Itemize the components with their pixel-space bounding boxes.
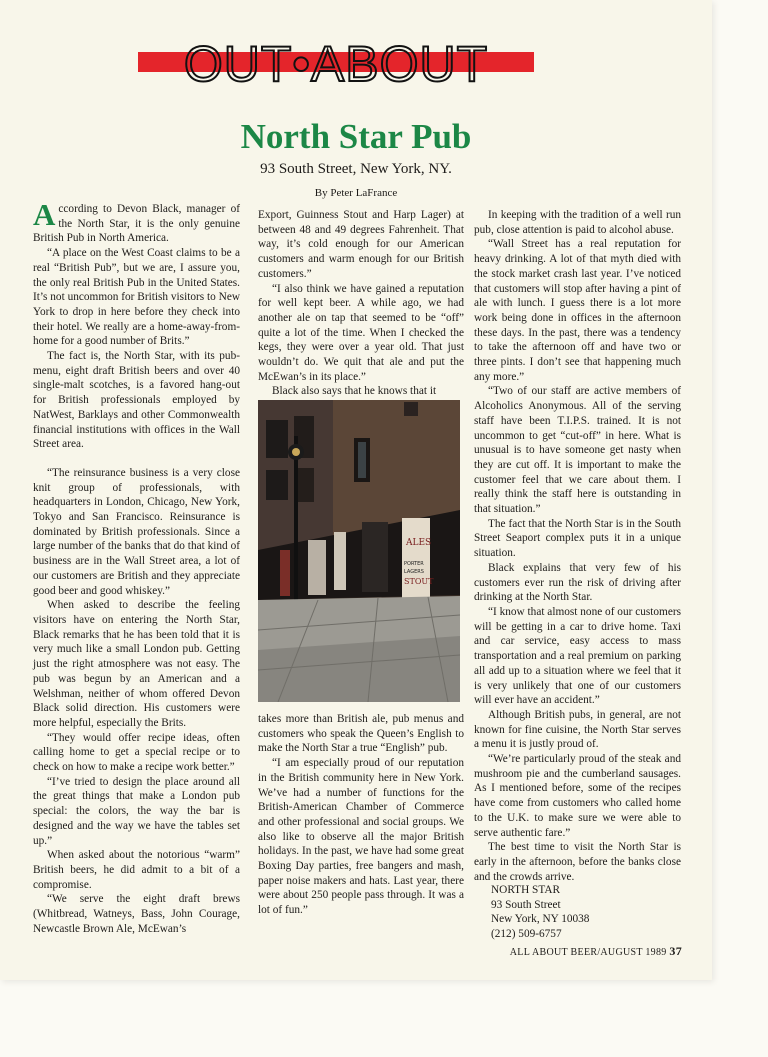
paragraph: “I am especially proud of our reputation in the British community here in New York. We’ve had a number of functions for the British-American Chamber of Commerce and other professional and social groups. We also like to observe all the major British holidays. In the past, we have had some great Boxing Day parties, free bangers and mash, paper noise makers and hats. Last year, there were about 250 people pass through. It was a lot of fun.” [258,757,464,917]
svg-text:LAGERS: LAGERS [404,569,424,575]
paragraph: When asked about the notorious “warm” British beers, he did admit to a bit of a compromise. [33,849,240,891]
contact-street: 93 South Street [491,898,561,911]
sign-porter-text: PORTER [404,561,424,567]
paragraph: “They would offer recipe ideas, often calling home to get a special recipe or to check on how to make a recipe work better.” [33,731,240,774]
paragraph: “We serve the eight draft brews (Whitbread, Watneys, Bass, John Courage, Newcastle Brown Ale, McEwan’s [33,893,240,935]
contact-phone: (212) 509-6757 [491,928,562,941]
page-number: 37 [669,944,682,958]
paragraph: When asked to describe the feeling visitors have on entering the North Star, Black remarks that he has been told that it is very much like a small London pub. Getting just the right atmosphere was not easy. The pub was begun by an American and a Welshman, neither of whom offered Devon Black solid direction. His customers were more helpful, especially the Brits. [33,599,240,729]
sign-ales-text: ALES [406,538,432,548]
paragraph-text: ccording to Devon Black, manager of the North Star, it is the only genuine British Pub in North America. [33,203,240,245]
drop-cap: A [33,197,56,232]
paragraph: “The reinsurance business is a very close knit group of professionals, with headquarters in London, Chicago, New York, Tokyo and San Francisco. Reinsurance is dominated by British professionals. Since a large number of the banks that do that kind of business are in the Wall Street area, a lot of our customers are British and they appreciate good beer and good whiskey.” [33,466,240,597]
article-byline: By Peter LaFrance [314,187,398,199]
paragraph: “A place on the West Coast claims to be a real “British Pub”, but we are, I assure you, the only real British Pub in the United States. It’s not uncommon for British visitors to New York to drop in here before they check into their hotel. We really are a home-away-from-home for a good number of Brits.” [33,247,240,348]
paragraph: “We’re particularly proud of the steak and mushroom pie and the cumberland sausages. As I mentioned before, some of the recipes have come from customers who called home to the U.K. to make sure we were able to serve authentic fare.” [474,753,681,839]
article-column-3 [474,208,681,884]
page-footer [462,944,682,960]
masthead-title: OUT•ABOUT [183,36,489,92]
article-title: North Star Pub [240,117,472,156]
footer-issue: ALL ABOUT BEER/AUGUST 1989 [509,947,667,958]
paragraph: In keeping with the tradition of a well run pub, close attention is paid to alcohol abuse. [474,209,681,236]
article-column-1 [33,197,240,936]
paragraph [33,197,240,246]
paragraph: “Wall Street has a real reputation for heavy drinking. A lot of that myth died with the stock market crash last year. I’ve noticed that customers will stop after having a pint of ale with lunch. I guess there is a lot more work being done in offices in the afternoon these days. In the past, there was a tendency to take the afternoon off and have two or three pints. I don’t see that happening much any more.” [474,238,681,383]
pub-photo-illustration [258,400,460,702]
paragraph: The best time to visit the North Star is early in the afternoon, before the banks close and the crowds arrive. [474,841,681,883]
section-masthead [138,32,550,96]
article-column-2-top [258,208,464,399]
paragraph: takes more than British ale, pub menus and customers who speak the Queen’s English to make the North Star a true “English” pub. [258,713,464,755]
paragraph: Black explains that very few of his customers ever run the risk of driving after drinking at the North Star. [474,561,681,604]
paragraph: Although British pubs, in general, are not known for fine cuisine, the North Star serves a menu it is justly proud of. [474,708,681,751]
contact-name: NORTH STAR [491,884,561,896]
paragraph-gap [33,452,240,466]
paragraph: Black also says that he knows that it [272,385,437,398]
paragraph: The fact that the North Star is in the South Street Seaport complex puts it in a unique situation. [474,517,681,560]
article-address: 93 South Street, New York, NY. [260,161,452,177]
paragraph: “I also think we have gained a reputation for well kept beer. A while ago, we had another ale on tap that seemed to be “off” quite a lot of the time. When I checked the kegs, they were over a year old. That just wouldn’t do. We quit that ale and put the McEwan’s in its place.” [258,282,464,383]
article-column-2-bottom [258,712,464,918]
svg-text:STOUT: STOUT [404,577,434,586]
paragraph: Export, Guinness Stout and Harp Lager) at between 48 and 49 degrees Fahrenheit. That way, it’s cold enough for our American customers and warm enough for our British customers.” [258,209,464,280]
paragraph: “Two of our staff are active members of Alcoholics Anonymous. All of the serving staff have been T.I.P.S. trained. It is not uncommon to get “cut-off” in here. What is unusual is to have someone get nasty when they are cut off. It is important to make the customer feel that we care about them. I really think the staff here is outstanding in that situation.” [474,385,681,516]
pub-exterior-photo [258,400,460,702]
paragraph: The fact is, the North Star, with its pub-menu, eight draft British beers and over 40 single-malt scotches, is a favored hang-out for British professionals employed by NatWest, Barklays and other Commonwealth financial institutions with offices in the Wall Street area. [33,350,240,451]
pub-contact-block [491,883,681,942]
contact-city: New York, NY 10038 [491,913,590,926]
paragraph: “I know that almost none of our customers will be getting in a car to drive home. Taxi and car service, easy access to mass transportation and a real premium on parking all add up to a situation where we feel that it is very unlikely that one of our customers will ever have an accident.” [474,605,681,707]
paragraph: “I’ve tried to design the place around all the great things that make a London pub special: the colors, the way the bar is designed and the way we have the tables set up.” [33,775,240,847]
